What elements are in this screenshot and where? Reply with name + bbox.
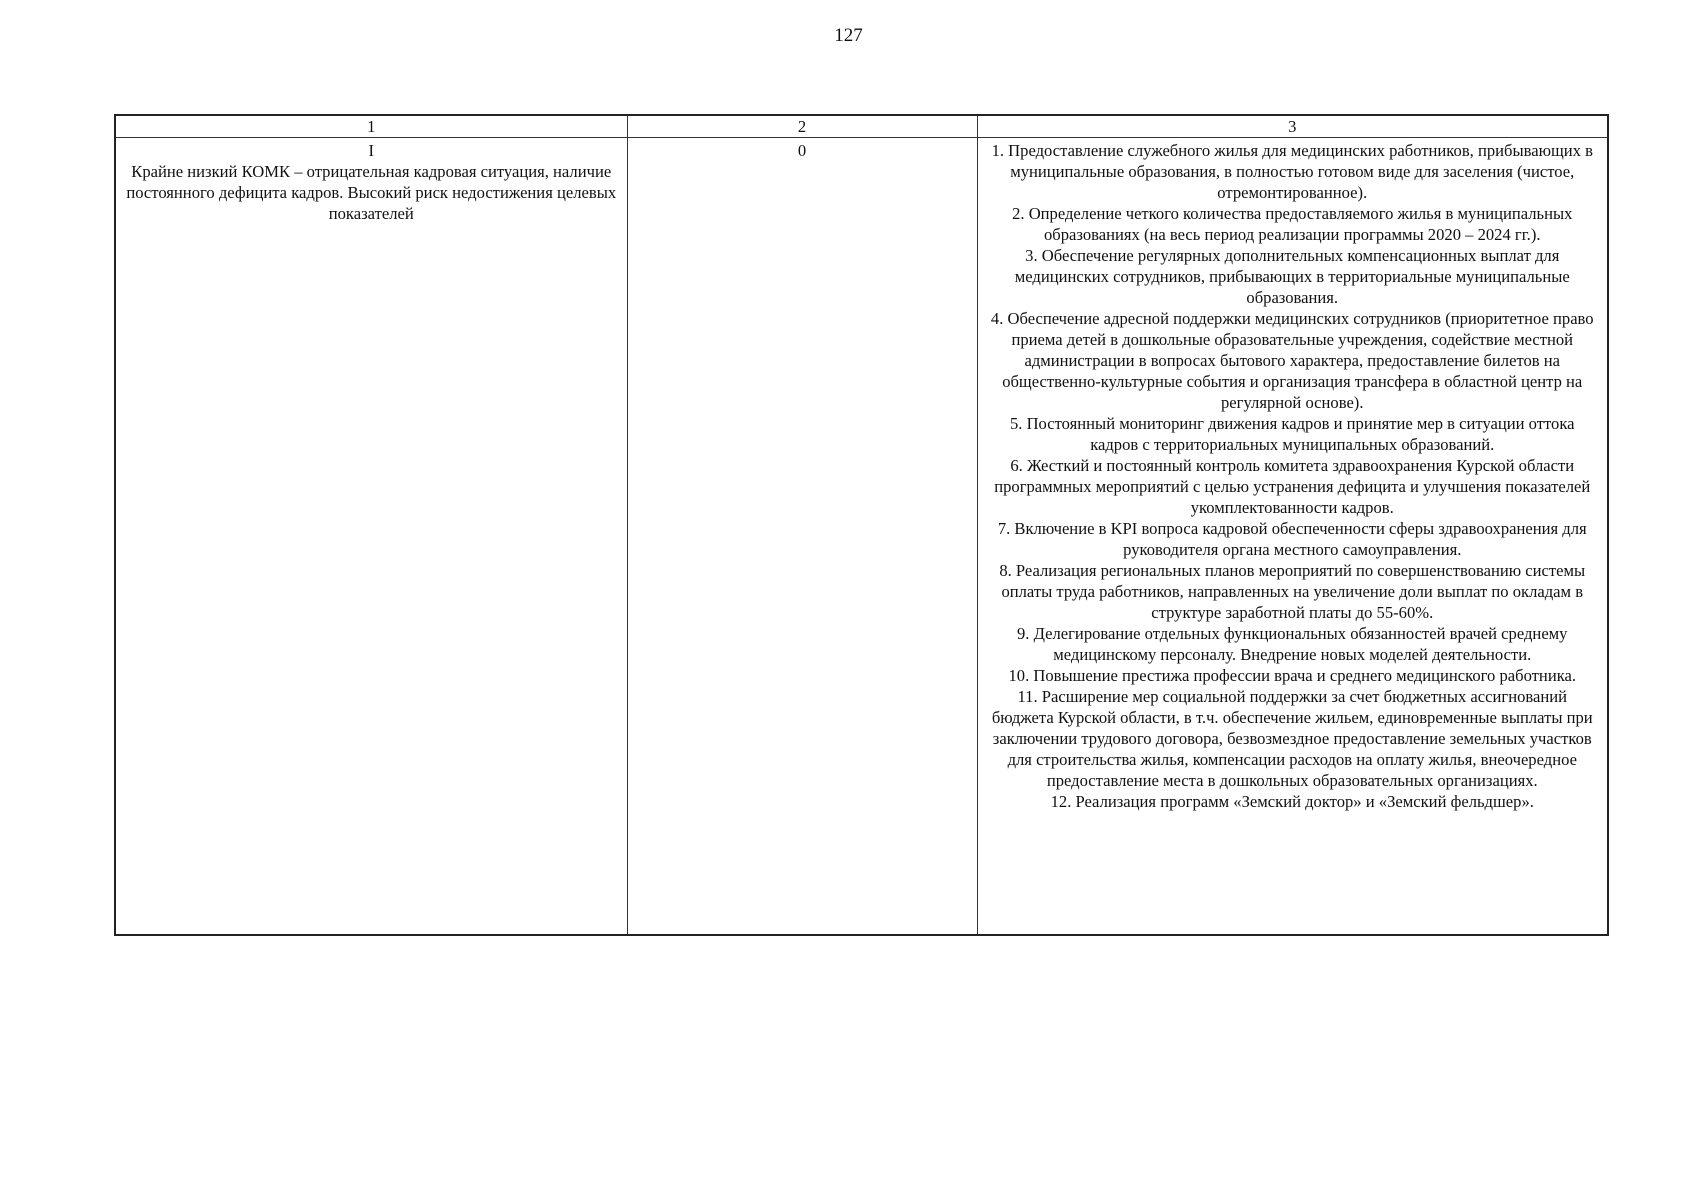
risk-level-numeral: I: [368, 141, 375, 160]
header-row: [115, 115, 1608, 138]
column-header-3: 3: [977, 115, 1608, 138]
column-header-2: 2: [627, 115, 977, 138]
table-row: [115, 138, 1608, 936]
measure-item: 1. Предоставление служебного жилья для медицинских работников, прибывающих в муниципальные образования, в полностью готовом виде для заселения (чистое, отремонтированное).: [991, 141, 1593, 202]
measure-item: 5. Постоянный мониторинг движения кадров и принятие мер в ситуации оттока кадров с территориальных муниципальных образований.: [1009, 414, 1575, 454]
measures-cell: [977, 138, 1608, 936]
measure-item: 2. Определение четкого количества предоставляемого жилья в муниципальных образованиях (на весь период реализации программы 2020 – 2024 гг.).: [1012, 204, 1573, 244]
risk-level-cell: [115, 138, 627, 936]
page-number: 127: [834, 25, 863, 46]
measure-item: 7. Включение в KPI вопроса кадровой обеспеченности сферы здравоохранения для руководителя органа местного самоуправления.: [997, 519, 1587, 559]
measure-item: 11. Расширение мер социальной поддержки за счет бюджетных ассигнований бюджета Курской области, в т.ч. обеспечение жильем, единовременные выплаты при заключении трудового договора, безвозмездное предоставление земельных участков для строительства жилья, компенсации расходов на оплату жилья, внеочередное предоставление места в дошкольных образовательных организациях.: [991, 687, 1593, 790]
measure-item: 6. Жесткий и постоянный контроль комитета здравоохранения Курской области программных мероприятий с целью устранения дефицита и улучшения показателей укомплектованности кадров.: [994, 456, 1591, 517]
column-header-1: 1: [115, 115, 627, 138]
score-value: 0: [797, 141, 807, 160]
risk-level-description: Крайне низкий КОМК – отрицательная кадровая ситуация, наличие постоянного дефицита кадров. Высокий риск недостижения целевых показателей: [126, 162, 617, 223]
measure-item: 10. Повышение престижа профессии врача и среднего медицинского работника.: [1008, 666, 1577, 685]
measure-item: 8. Реализация региональных планов мероприятий по совершенствованию системы оплаты труда работников, направленных на увеличение доли выплат по окладам в структуре заработной платы до 55-60%.: [999, 561, 1586, 622]
score-cell: [627, 138, 977, 936]
measure-item: 3. Обеспечение регулярных дополнительных компенсационных выплат для медицинских сотрудников, прибывающих в территориальные муниципальные образования.: [1014, 246, 1570, 307]
measure-item: 4. Обеспечение адресной поддержки медицинских сотрудников (приоритетное право приема детей в дошкольные образовательные учреждения, содействие местной администрации в вопросах бытового характера, предоставление билетов на общественно-культурные события и организация трансфера в областной центр на регулярной основе).: [990, 309, 1594, 412]
measure-item: 9. Делегирование отдельных функциональных обязанностей врачей среднему медицинскому персоналу. Внедрение новых моделей деятельности.: [1017, 624, 1568, 664]
measures-table: [114, 114, 1609, 936]
measure-item: 12. Реализация программ «Земский доктор» и «Земский фельдшер».: [1050, 792, 1534, 811]
